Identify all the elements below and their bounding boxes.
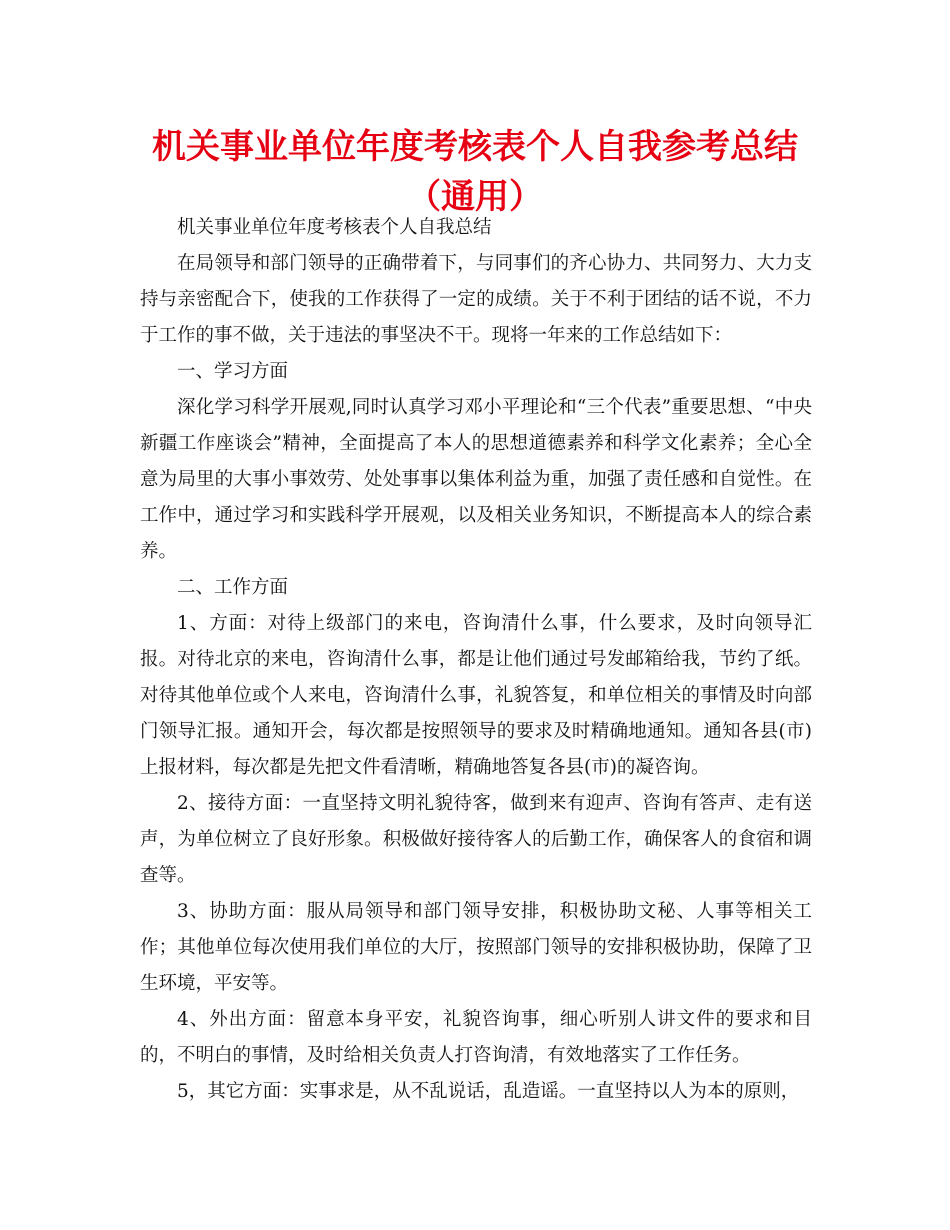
intro-paragraph: 在局领导和部门领导的正确带着下，与同事们的齐心协力、共同努力、大力支持与亲密配合下，使我的工作获得了一定的成绩。关于不利于团结的话不说，不力于工作的事不做，关于违法的事坚决不干。现将一年来的工作总结如下： [140, 253, 812, 346]
work-item-1: 1、方面：对待上级部门的来电，咨询清什么事，什么要求，及时向领导汇报。对待北京的来电，咨询清什么事，都是让他们通过号发邮箱给我，节约了纸。对待其他单位或个人来电，咨询清什么事，礼貌答复，和单位相关的事情及时向部门领导汇报。通知开会，每次都是按照领导的要求及时精确地通知。通知各县(市)上报材料，每次都是先把文件看清晰，精确地答复各县(市)的凝咨询。 [140, 613, 812, 778]
section-heading-work: 二、工作方面 [177, 577, 289, 598]
work-item-5: 5，其它方面：实事求是，从不乱说话，乱造谣。一直坚持以人为本的原则， [177, 1081, 800, 1102]
work-item-3: 3、协助方面：服从局领导和部门领导安排，积极协助文秘、人事等相关工作；其他单位每次使用我们单位的大厅，按照部门领导的安排积极协助，保障了卫生环境，平安等。 [140, 901, 812, 994]
section-heading-study: 一、学习方面 [177, 361, 289, 382]
document-title: 机关事业单位年度考核表个人自我参考总结（通用） [152, 127, 798, 217]
subtitle-paragraph: 机关事业单位年度考核表个人自我总结 [177, 217, 492, 238]
study-paragraph: 深化学习科学开展观,同时认真学习邓小平理论和“三个代表”重要思想、“中央新疆工作座谈会”精神，全面提高了本人的思想道德素养和科学文化素养；全心全意为局里的大事小事效劳、处处事事以集体利益为重，加强了责任感和自觉性。在工作中，通过学习和实践科学开展观，以及相关业务知识，不断提高本人的综合素养。 [140, 397, 812, 562]
document-body [140, 210, 812, 1110]
work-item-4: 4、外出方面：留意本身平安，礼貌咨询事，细心听别人讲文件的要求和目的，不明白的事情，及时给相关负责人打咨询清，有效地落实了工作任务。 [140, 1009, 812, 1066]
work-item-2: 2、接待方面：一直坚持文明礼貌待客，做到来有迎声、咨询有答声、走有送声，为单位树立了良好形象。积极做好接待客人的后勤工作，确保客人的食宿和调查等。 [140, 793, 812, 886]
